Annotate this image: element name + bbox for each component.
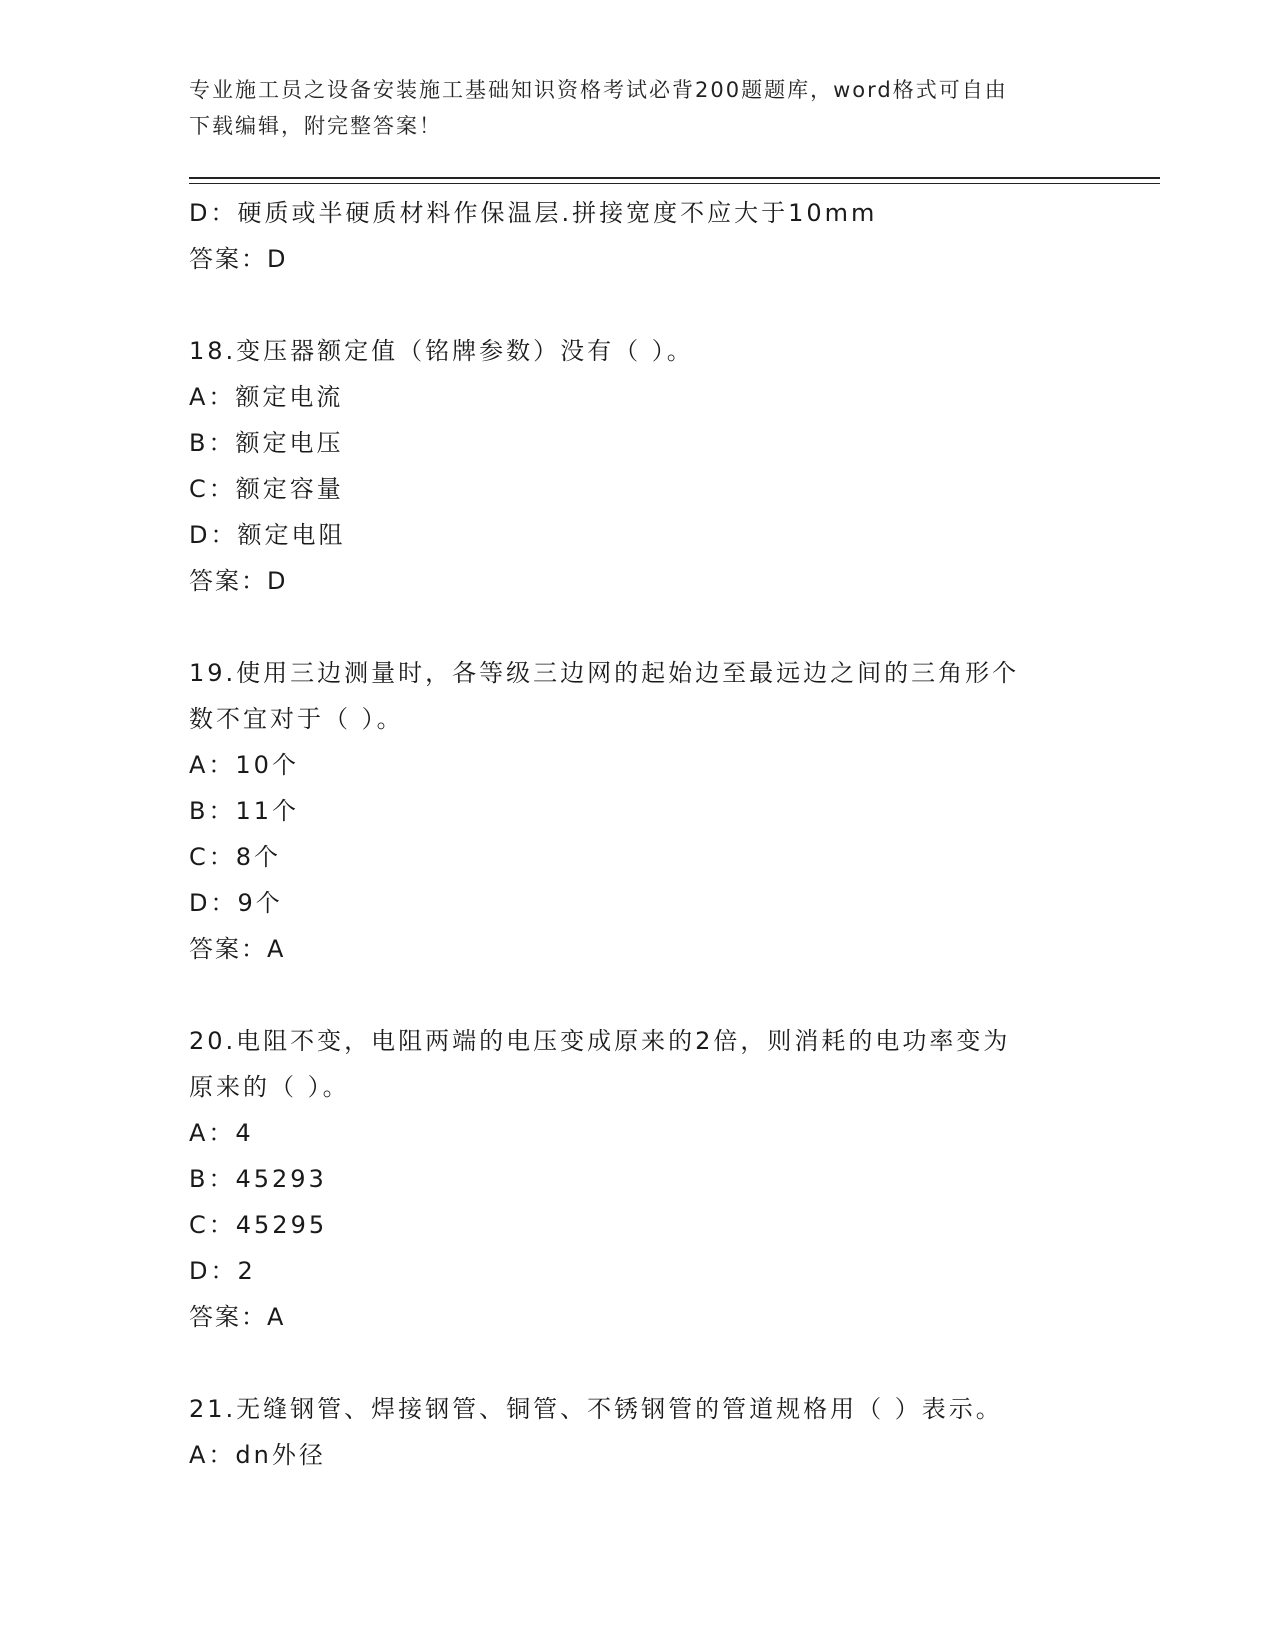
question-18 bbox=[189, 328, 1089, 604]
spacer bbox=[189, 604, 1089, 650]
question-stem-line-2: 数不宜对于（ ）。 bbox=[189, 705, 404, 733]
spacer bbox=[189, 282, 1089, 328]
option-b: B：11个 bbox=[189, 797, 300, 825]
answer: 答案：D bbox=[189, 567, 288, 595]
question-17-continuation bbox=[189, 190, 1089, 282]
header-divider-thick bbox=[189, 177, 1160, 179]
option-d: D：2 bbox=[189, 1257, 256, 1285]
option-d: D：9个 bbox=[189, 889, 283, 917]
answer: 答案：A bbox=[189, 935, 286, 963]
option-d: D：硬质或半硬质材料作保温层.拼接宽度不应大于10mm bbox=[189, 199, 878, 227]
question-stem-line-1: 19.使用三边测量时，各等级三边网的起始边至最远边之间的三角形个 bbox=[189, 659, 1020, 687]
option-c: C：额定容量 bbox=[189, 475, 344, 503]
document-body bbox=[189, 190, 1089, 1478]
option-c: C：45295 bbox=[189, 1211, 328, 1239]
answer: 答案：D bbox=[189, 245, 288, 273]
option-c: C：8个 bbox=[189, 843, 282, 871]
spacer bbox=[189, 972, 1089, 1018]
question-stem: 18.变压器额定值（铭牌参数）没有（ ）。 bbox=[189, 337, 694, 365]
option-a: A：dn外径 bbox=[189, 1441, 326, 1469]
question-19 bbox=[189, 650, 1089, 972]
option-d: D：额定电阻 bbox=[189, 521, 346, 549]
option-b: B：额定电压 bbox=[189, 429, 344, 457]
option-a: A：10个 bbox=[189, 751, 299, 779]
page-header bbox=[189, 72, 1089, 144]
header-divider-thin bbox=[189, 183, 1160, 184]
answer: 答案：A bbox=[189, 1303, 286, 1331]
header-title-line-1: 专业施工员之设备安装施工基础知识资格考试必背200题题库，word格式可自由 bbox=[189, 78, 1008, 102]
question-stem-line-1: 20.电阻不变，电阻两端的电压变成原来的2倍，则消耗的电功率变为 bbox=[189, 1027, 1011, 1055]
option-a: A：4 bbox=[189, 1119, 254, 1147]
option-b: B：45293 bbox=[189, 1165, 327, 1193]
question-20 bbox=[189, 1018, 1089, 1340]
option-a: A：额定电流 bbox=[189, 383, 344, 411]
spacer bbox=[189, 1340, 1089, 1386]
question-stem: 21.无缝钢管、焊接钢管、铜管、不锈钢管的管道规格用（ ）表示。 bbox=[189, 1395, 1003, 1423]
header-title-line-2: 下载编辑，附完整答案！ bbox=[189, 114, 442, 138]
question-stem-line-2: 原来的（ ）。 bbox=[189, 1073, 350, 1101]
question-21 bbox=[189, 1386, 1089, 1478]
